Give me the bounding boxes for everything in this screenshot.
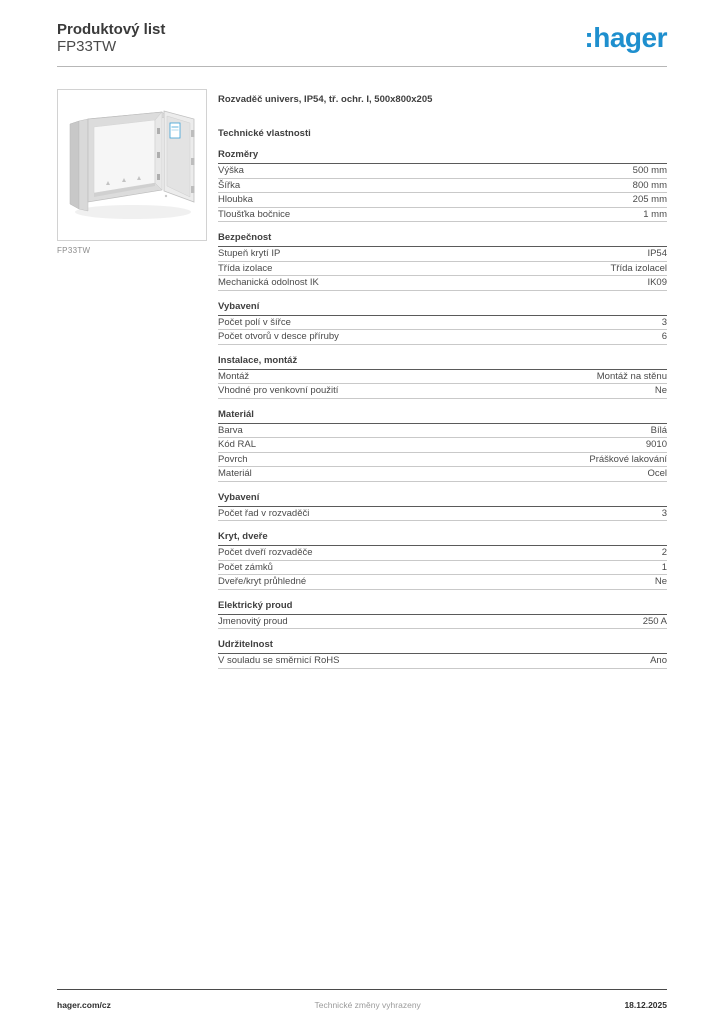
document-title: Produktový list	[57, 21, 166, 38]
spec-row	[218, 384, 667, 399]
spec-row-label: Vhodné pro venkovní použití	[218, 385, 339, 396]
product-image-column	[57, 89, 207, 669]
spec-sections	[218, 149, 667, 669]
spec-row	[218, 453, 667, 468]
spec-row-label: Barva	[218, 424, 243, 436]
spec-row-label: Povrch	[218, 453, 248, 465]
tech-properties-title: Technické vlastnosti	[218, 128, 311, 139]
hager-logo: :hager	[584, 22, 667, 53]
spec-row-label: Počet polí v šířce	[218, 316, 291, 328]
footer-row	[57, 990, 667, 1010]
spec-row-value: Ano	[650, 655, 667, 666]
spec-row-value: Montáž na stěnu	[596, 370, 667, 382]
spec-row-value: Ne	[654, 576, 667, 587]
spec-section	[218, 232, 667, 291]
spec-row-label: Kód RAL	[218, 439, 257, 450]
spec-row-value: Ne	[654, 385, 667, 396]
spec-section-heading: Vybavení	[218, 492, 667, 507]
spec-section	[218, 149, 667, 222]
spec-section	[218, 301, 667, 345]
spec-row-value: IP54	[647, 248, 667, 259]
spec-row	[218, 193, 667, 208]
spec-row-value: 205 mm	[632, 194, 667, 205]
spec-row-label: Hloubka	[218, 194, 253, 205]
product-image-caption: FP33TW	[57, 246, 91, 255]
spec-row-label: Počet dveří rozvaděče	[218, 547, 313, 558]
spec-section-heading: Rozměry	[218, 149, 667, 164]
spec-section	[218, 492, 667, 522]
spec-section-heading: Kryt, dveře	[218, 531, 667, 546]
spec-section-heading: Materiál	[218, 409, 667, 424]
spec-row-value: 250 A	[642, 615, 667, 627]
spec-row-label: Šířka	[218, 179, 241, 191]
spec-row	[218, 370, 667, 385]
spec-row-value: 3	[661, 316, 667, 328]
spec-section	[218, 600, 667, 630]
spec-row-label: V souladu se směrnicí RoHS	[218, 655, 340, 666]
spec-row	[218, 438, 667, 453]
spec-row-value: 9010	[645, 439, 667, 450]
spec-row	[218, 546, 667, 561]
spec-row-value: Ocel	[647, 468, 667, 479]
spec-section-heading: Vybavení	[218, 301, 667, 316]
spec-row-value: 800 mm	[632, 179, 667, 191]
spec-row-label: Stupeň krytí IP	[218, 248, 281, 259]
spec-column	[218, 89, 667, 669]
spec-row	[218, 276, 667, 291]
product-title: Rozvaděč univers, IP54, tř. ochr. I, 500x800x205	[218, 94, 433, 105]
product-image	[58, 90, 207, 241]
spec-row	[218, 615, 667, 630]
spec-row-label: Mechanická odolnost IK	[218, 277, 319, 288]
spec-row-value: Bílá	[650, 424, 667, 436]
spec-row-value: 3	[661, 507, 667, 519]
main-content	[0, 67, 724, 669]
spec-row	[218, 247, 667, 262]
spec-row-value: IK09	[647, 277, 667, 288]
spec-row	[218, 424, 667, 439]
footer-date: 18.12.2025	[624, 1000, 667, 1010]
spec-row-value: 2	[661, 547, 667, 558]
spec-section	[218, 531, 667, 590]
spec-row	[218, 467, 667, 482]
spec-row-value: 500 mm	[632, 165, 667, 176]
spec-row-value: 1	[661, 561, 667, 573]
spec-row-label: Jmenovitý proud	[218, 615, 288, 627]
spec-row	[218, 654, 667, 669]
spec-row	[218, 575, 667, 590]
spec-row	[218, 330, 667, 345]
spec-row-value: 6	[661, 331, 667, 342]
spec-section	[218, 639, 667, 669]
spec-row-label: Počet otvorů v desce příruby	[218, 331, 339, 342]
spec-row	[218, 179, 667, 194]
spec-row-label: Počet zámků	[218, 561, 273, 573]
page-header	[0, 0, 724, 55]
spec-section-heading: Bezpečnost	[218, 232, 667, 247]
product-image-frame	[57, 89, 207, 241]
spec-row-value: 1 mm	[643, 208, 667, 220]
spec-row	[218, 164, 667, 179]
spec-row-label: Montáž	[218, 370, 250, 382]
spec-row-label: Tloušťka bočnice	[218, 208, 291, 220]
footer-disclaimer: Technické změny vyhrazeny	[314, 1000, 421, 1010]
spec-row-label: Výška	[218, 165, 244, 176]
spec-row	[218, 316, 667, 331]
spec-row-label: Třída izolace	[218, 262, 273, 274]
spec-row-value: Práškové lakování	[589, 453, 667, 465]
footer-website: hager.com/cz	[57, 1000, 111, 1010]
spec-row-label: Dveře/kryt průhledné	[218, 576, 307, 587]
spec-section	[218, 409, 667, 482]
spec-row	[218, 208, 667, 223]
spec-row	[218, 262, 667, 277]
spec-row-label: Počet řad v rozvaděči	[218, 507, 310, 519]
spec-row	[218, 507, 667, 522]
spec-section-heading: Instalace, montáž	[218, 355, 667, 370]
spec-section	[218, 355, 667, 399]
product-code: FP33TW	[57, 38, 117, 55]
spec-row	[218, 561, 667, 576]
page-footer	[57, 989, 667, 1010]
spec-row-label: Materiál	[218, 468, 252, 479]
spec-section-heading: Elektrický proud	[218, 600, 667, 615]
spec-section-heading: Udržitelnost	[218, 639, 667, 654]
spec-row-value: Třída izolacel	[610, 262, 667, 274]
header-title-block	[57, 21, 165, 55]
